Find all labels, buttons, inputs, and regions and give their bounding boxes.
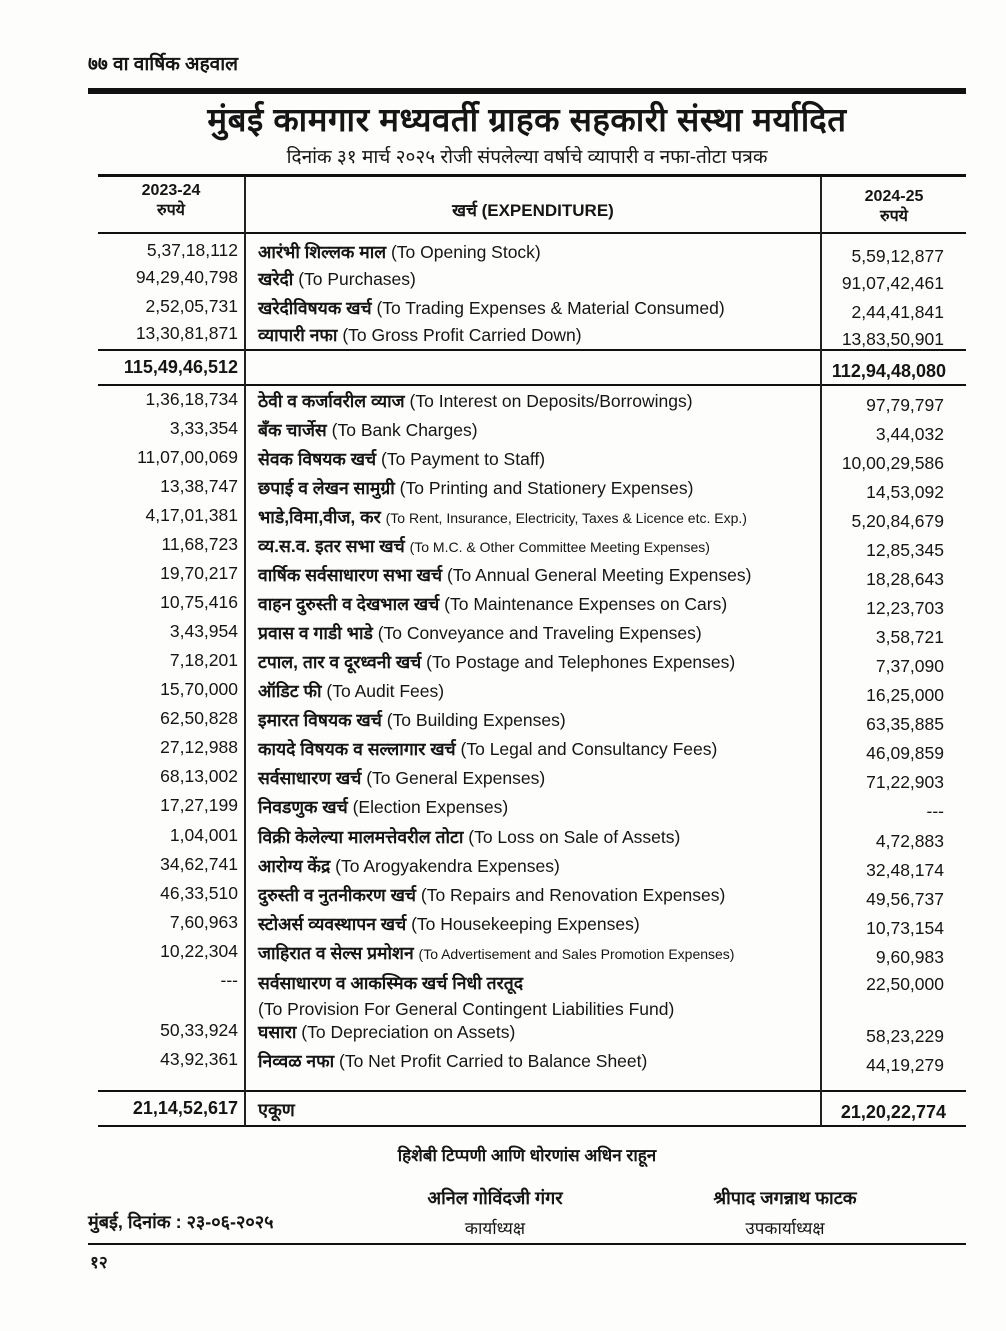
amount-2024-25: 71,22,903 <box>866 772 944 792</box>
amount-2024-25: 3,58,721 <box>875 627 944 647</box>
signatory-title: उपकार्याध्यक्ष <box>745 1219 825 1238</box>
unit-label: रुपये <box>880 208 908 225</box>
marathi-label: छपाई व लेखन सामुग्री <box>258 478 395 498</box>
english-label: (To Legal and Consultancy Fees) <box>460 739 718 759</box>
english-label: (To Arogyakendra Expenses) <box>335 856 560 876</box>
amount-2023-24: 10,22,304 <box>160 941 238 961</box>
table-row <box>98 447 966 475</box>
amount-2023-24: 3,33,354 <box>169 418 238 438</box>
amount-2023-24: 50,33,924 <box>160 1020 238 1040</box>
amount-2024-25: 7,37,090 <box>875 656 944 676</box>
expense-description <box>258 854 818 878</box>
expense-description <box>258 970 818 1022</box>
expense-description <box>258 323 818 347</box>
amount-2023-24: 4,17,01,381 <box>145 505 238 525</box>
amount-2024-25: 10,73,154 <box>866 918 944 938</box>
amount-2023-24: 10,75,416 <box>160 592 238 612</box>
table-row <box>98 323 966 351</box>
amount-2023-24: 43,92,361 <box>160 1049 238 1069</box>
marathi-label: ठेवी व कर्जावरील व्याज <box>258 391 405 411</box>
amount-2023-24: 11,07,00,069 <box>137 447 238 467</box>
amount-2024-25: --- <box>926 801 944 821</box>
accounting-note: हिशेबी टिप्पणी आणि धोरणांस अधिन राहून <box>397 1146 657 1165</box>
table-top-border <box>98 174 966 177</box>
expense-description <box>258 296 818 320</box>
amount-2023-24: 5,37,18,112 <box>146 240 238 260</box>
table-row <box>98 1020 966 1048</box>
grand-total-label: एकूण <box>258 1100 295 1120</box>
english-label: (Election Expenses) <box>352 797 509 817</box>
amount-2024-25: 22,50,000 <box>866 974 944 994</box>
table-row <box>98 592 966 620</box>
expense-description <box>258 476 818 500</box>
table-row <box>98 854 966 882</box>
table-row <box>98 708 966 736</box>
page-number: १२ <box>90 1253 108 1272</box>
statement-subtitle: दिनांक ३१ मार्च २०२५ रोजी संपलेल्या वर्षाचे व्यापारी व नफा-तोटा पत्रक <box>286 147 768 168</box>
amount-2023-24: 7,60,963 <box>169 912 238 932</box>
english-label: (To Building Expenses) <box>386 710 566 730</box>
expense-description <box>258 912 818 936</box>
table-row <box>98 766 966 794</box>
amount-2024-25: 12,23,703 <box>866 598 944 618</box>
unit-label: रुपये <box>157 202 185 219</box>
amount-2023-24: 11,68,723 <box>161 534 238 554</box>
amount-2024-25: 2,44,41,841 <box>851 302 944 322</box>
amount-2024-25: 97,79,797 <box>866 395 944 415</box>
english-label: (To Bank Charges) <box>331 420 478 440</box>
expense-description <box>258 737 818 761</box>
marathi-label: टपाल, तार व दूरध्वनी खर्च <box>258 652 422 672</box>
english-label: (To Advertisement and Sales Promotion Expenses) <box>418 946 735 962</box>
marathi-label: आरंभी शिल्लक माल <box>258 242 387 262</box>
expense-description <box>258 941 818 965</box>
year-label: 2023-24 <box>141 182 201 199</box>
signatory-chairman <box>390 1186 600 1239</box>
marathi-label: सर्वसाधारण व आकस्मिक खर्च निधी तरतूद <box>258 973 524 993</box>
table-row <box>98 389 966 417</box>
marathi-label: वार्षिक सर्वसाधारण सभा खर्च <box>258 565 443 585</box>
marathi-label: घसारा <box>258 1022 297 1042</box>
amount-2023-24: 46,33,510 <box>160 883 238 903</box>
expense-description <box>258 795 818 819</box>
header-expenditure: खर्च (EXPENDITURE) <box>452 201 614 220</box>
table-row <box>98 505 966 533</box>
english-label: (To Annual General Meeting Expenses) <box>446 565 752 585</box>
expense-description <box>258 592 818 616</box>
english-label: (To Conveyance and Traveling Expenses) <box>377 623 702 643</box>
amount-2023-24: 13,38,747 <box>160 476 238 496</box>
english-label: (To Audit Fees) <box>326 681 445 701</box>
divider <box>88 88 966 94</box>
amount-2024-25: 12,85,345 <box>866 540 944 560</box>
english-label: (To Depreciation on Assets) <box>301 1022 516 1042</box>
signatory-vice-chairman <box>665 1186 905 1239</box>
header-prev-year <box>98 181 244 221</box>
english-label: (To Loss on Sale of Assets) <box>468 827 681 847</box>
report-label: ७७ वा वार्षिक अहवाल <box>88 54 239 75</box>
amount-2024-25: 58,23,229 <box>866 1026 944 1046</box>
table-row <box>98 240 966 268</box>
table-row <box>98 679 966 707</box>
amount-2023-24: 15,70,000 <box>160 679 238 699</box>
marathi-label: खरेदीविषयक खर्च <box>258 298 372 318</box>
header-curr-year <box>822 187 966 227</box>
expense-description <box>258 883 818 907</box>
amount-2023-24: 13,30,81,871 <box>135 323 238 343</box>
marathi-label: व्यापारी नफा <box>258 325 338 345</box>
english-label: (To Net Profit Carried to Balance Sheet) <box>339 1051 648 1071</box>
table-row <box>98 1049 966 1077</box>
english-label: (To Housekeeping Expenses) <box>411 914 640 934</box>
english-label: (To Provision For General Contingent Liabilities Fund) <box>258 999 675 1019</box>
expense-description <box>258 621 818 645</box>
marathi-label: निवडणुक खर्च <box>258 797 348 817</box>
table-bottom-border <box>98 1125 966 1127</box>
divider <box>98 384 966 386</box>
amount-2024-25: 18,28,643 <box>866 569 944 589</box>
table-row <box>98 267 966 295</box>
marathi-label: स्टोअर्स व्यवस्थापन खर्च <box>258 914 407 934</box>
english-label: (To General Expenses) <box>366 768 546 788</box>
amount-2024-25: 10,00,29,586 <box>841 453 944 473</box>
marathi-label: सेवक विषयक खर्च <box>258 449 377 469</box>
expense-description <box>258 1020 818 1044</box>
marathi-label: सर्वसाधारण खर्च <box>258 768 362 788</box>
expense-description <box>258 825 818 849</box>
table-row <box>98 476 966 504</box>
signatory-name: अनिल गोविंदजी गंगर <box>427 1188 563 1208</box>
expense-description <box>258 505 818 529</box>
table-row <box>98 737 966 765</box>
marathi-label: वाहन दुरुस्ती व देखभाल खर्च <box>258 594 440 614</box>
expense-description <box>258 563 818 587</box>
table-row <box>98 970 966 1019</box>
marathi-label: विक्री केलेल्या मालमत्तेवरील तोटा <box>258 827 464 847</box>
marathi-label: कायदे विषयक व सल्लागार खर्च <box>258 739 456 759</box>
amount-2024-25: 5,20,84,679 <box>851 511 944 531</box>
expense-description <box>258 1049 818 1073</box>
amount-2023-24: --- <box>220 970 238 990</box>
marathi-label: व्य.स.व. इतर सभा खर्च <box>258 536 405 556</box>
amount-2024-25: 5,59,12,877 <box>851 246 944 266</box>
marathi-label: जाहिरात व सेल्स प्रमोशन <box>258 943 414 963</box>
table-row <box>98 795 966 823</box>
amount-2024-25: 14,53,092 <box>866 482 944 502</box>
marathi-label: भाडे,विमा,वीज, कर <box>258 507 381 527</box>
amount-2023-24: 3,43,954 <box>169 621 238 641</box>
expense-description <box>258 650 818 674</box>
english-label: (To Postage and Telephones Expenses) <box>426 652 736 672</box>
english-label: (To Maintenance Expenses on Cars) <box>444 594 728 614</box>
expense-description <box>258 447 818 471</box>
amount-2024-25: 46,09,859 <box>866 743 944 763</box>
year-label: 2024-25 <box>864 188 924 205</box>
marathi-label: प्रवास व गाडी भाडे <box>258 623 373 643</box>
amount-2024-25: 3,44,032 <box>875 424 944 444</box>
expense-description <box>258 766 818 790</box>
amount-2024-25: 63,35,885 <box>866 714 944 734</box>
english-label: (To Trading Expenses & Material Consumed) <box>376 298 725 318</box>
trading-total-prev: 115,49,46,512 <box>123 357 238 377</box>
table-row <box>98 621 966 649</box>
amount-2024-25: 16,25,000 <box>866 685 944 705</box>
amount-2024-25: 91,07,42,461 <box>841 273 944 293</box>
grand-total-curr: 21,20,22,774 <box>840 1102 946 1122</box>
amount-2023-24: 17,27,199 <box>160 795 238 815</box>
expense-description <box>258 418 818 442</box>
header-bottom-border <box>98 232 966 234</box>
marathi-label: दुरुस्ती व नुतनीकरण खर्च <box>258 885 416 905</box>
marathi-label: निव्वळ नफा <box>258 1051 335 1071</box>
table-row <box>98 534 966 562</box>
table-row <box>98 883 966 911</box>
expense-description <box>258 389 818 413</box>
amount-2023-24: 34,62,741 <box>160 854 238 874</box>
marathi-label: ऑडिट फी <box>258 681 322 701</box>
grand-total-prev: 21,14,52,617 <box>132 1098 238 1118</box>
expense-description <box>258 534 818 558</box>
table-row <box>98 418 966 446</box>
amount-2023-24: 27,12,988 <box>160 737 238 757</box>
table-row <box>98 825 966 853</box>
english-label: (To Opening Stock) <box>390 242 541 262</box>
english-label: (To M.C. & Other Committee Meeting Expenses) <box>409 539 710 555</box>
org-title: मुंबई कामगार मध्यवर्ती ग्राहक सहकारी संस्था मर्यादित <box>207 101 847 138</box>
expense-description <box>258 267 818 291</box>
amount-2023-24: 1,04,001 <box>169 825 238 845</box>
signatory-name: श्रीपाद जगन्नाथ फाटक <box>713 1188 857 1208</box>
amount-2024-25: 49,56,737 <box>866 889 944 909</box>
amount-2023-24: 1,36,18,734 <box>145 389 238 409</box>
table-row <box>98 563 966 591</box>
english-label: (To Purchases) <box>298 269 416 289</box>
table-row <box>98 912 966 940</box>
marathi-label: इमारत विषयक खर्च <box>258 710 382 730</box>
amount-2023-24: 94,29,40,798 <box>135 267 238 287</box>
marathi-label: बँक चार्जेस <box>258 420 327 440</box>
expense-description <box>258 679 818 703</box>
place-date: मुंबई, दिनांक : २३-०६-२०२५ <box>88 1212 274 1232</box>
english-label: (To Rent, Insurance, Electricity, Taxes & Licence etc. Exp.) <box>385 510 747 526</box>
amount-2024-25: 9,60,983 <box>875 947 944 967</box>
amount-2024-25: 32,48,174 <box>866 860 944 880</box>
amount-2023-24: 62,50,828 <box>160 708 238 728</box>
english-label: (To Repairs and Renovation Expenses) <box>420 885 726 905</box>
amount-2024-25: 4,72,883 <box>875 831 944 851</box>
table-row <box>98 296 966 324</box>
amount-2023-24: 2,52,05,731 <box>145 296 238 316</box>
english-label: (To Payment to Staff) <box>381 449 546 469</box>
signatory-title: कार्याध्यक्ष <box>464 1219 526 1238</box>
divider <box>88 1243 966 1245</box>
amount-2023-24: 68,13,002 <box>160 766 238 786</box>
amount-2024-25: 44,19,279 <box>866 1055 944 1075</box>
english-label: (To Printing and Stationery Expenses) <box>399 478 694 498</box>
divider <box>98 1090 966 1092</box>
table-row <box>98 650 966 678</box>
english-label: (To Gross Profit Carried Down) <box>342 325 582 345</box>
english-label: (To Interest on Deposits/Borrowings) <box>409 391 693 411</box>
amount-2023-24: 19,70,217 <box>160 563 238 583</box>
marathi-label: खरेदी <box>258 269 294 289</box>
amount-2023-24: 7,18,201 <box>169 650 238 670</box>
amount-2024-25: 13,83,50,901 <box>841 329 944 349</box>
trading-total-curr: 112,94,48,080 <box>831 361 946 381</box>
expense-description <box>258 708 818 732</box>
marathi-label: आरोग्य केंद्र <box>258 856 331 876</box>
table-row <box>98 941 966 969</box>
expense-description <box>258 240 818 264</box>
